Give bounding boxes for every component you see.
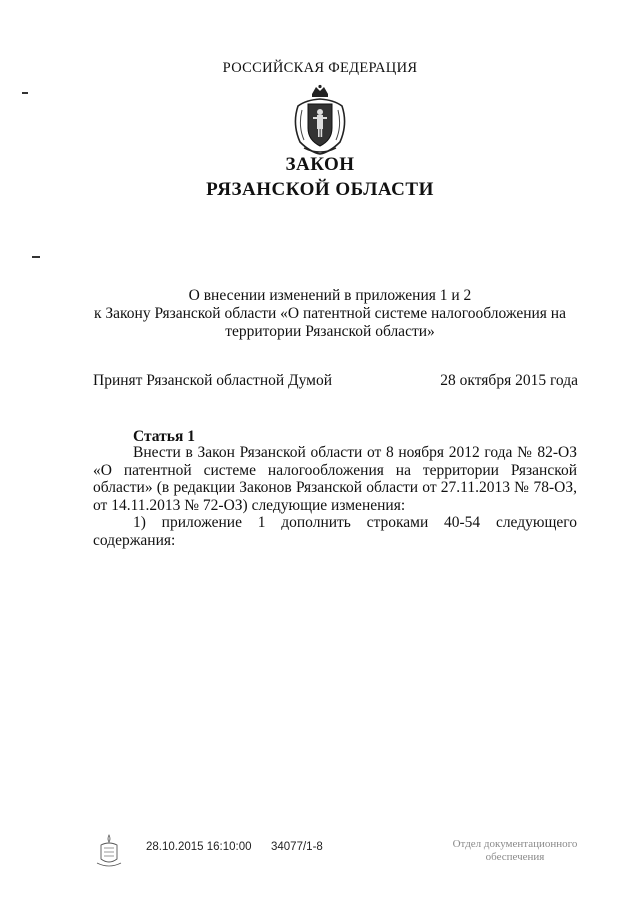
article-body — [93, 444, 577, 549]
coat-of-arms-icon — [288, 84, 352, 156]
law-title-line2: РЯЗАНСКОЙ ОБЛАСТИ — [206, 179, 434, 200]
registry-stamp-icon — [95, 833, 123, 867]
law-subject — [80, 287, 580, 341]
law-title-line1: ЗАКОН — [285, 154, 355, 175]
subject-line2: к Закону Рязанской области «О патентной системе налогообложения на — [94, 305, 566, 322]
registration-number: 34077/1-8 — [271, 841, 323, 853]
department-line2: обеспечения — [485, 851, 545, 863]
scan-artifact — [22, 92, 28, 94]
department-stamp — [430, 838, 600, 864]
registration-timestamp: 28.10.2015 16:10:00 — [146, 841, 252, 853]
law-title — [0, 152, 640, 202]
article-heading: Статья 1 — [133, 428, 195, 445]
adopted-by: Принят Рязанской областной Думой — [93, 372, 333, 389]
country-header: РОССИЙСКАЯ ФЕДЕРАЦИЯ — [222, 60, 418, 76]
article-paragraph: 1) приложение 1 дополнить строками 40-54 следующего содержания: — [93, 514, 577, 549]
scan-artifact — [32, 256, 40, 258]
subject-line1: О внесении изменений в приложения 1 и 2 — [188, 287, 472, 304]
adoption-date: 28 октября 2015 года — [440, 372, 578, 389]
article-paragraph: Внести в Закон Рязанской области от 8 ноября 2012 года № 82-ОЗ «О патентной системе налогообложения на территории Рязанской области» (в редакции Законов Рязанской области от 27.11.2013 № 78-ОЗ, от 14.11.2013 № 72-ОЗ) следующие изменения: — [93, 444, 577, 514]
subject-line3: территории Рязанской области» — [225, 323, 435, 340]
department-line1: Отдел документационного — [452, 838, 578, 850]
